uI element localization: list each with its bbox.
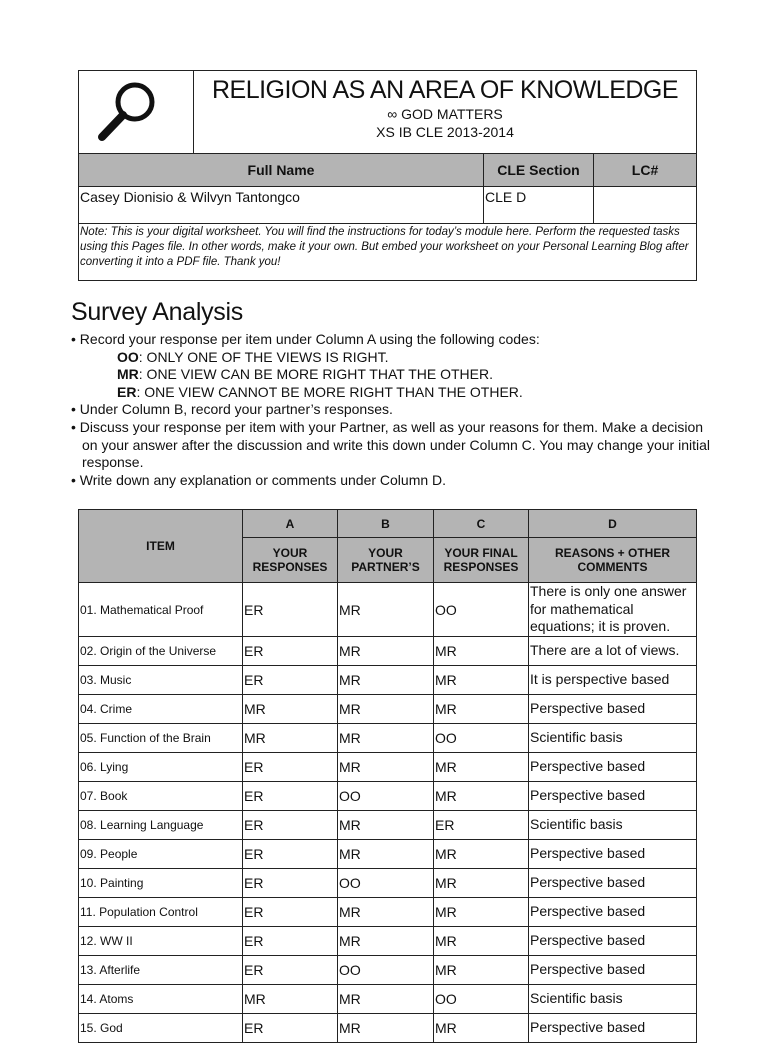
col-a-cell[interactable]: ER <box>243 898 338 927</box>
col-d-cell[interactable]: Perspective based <box>529 695 697 724</box>
col-a-cell[interactable]: ER <box>243 840 338 869</box>
lc-header: LC# <box>594 154 697 187</box>
col-a-cell[interactable]: ER <box>243 666 338 695</box>
instruction-4: • Write down any explanation or comments under Column D. <box>71 471 447 488</box>
instruction-3: • Discuss your response per item with your Partner, as well as your reasons for them. Make a decision on your answer after the discussion and write this down under Column C. You may change your initial response. <box>71 418 711 471</box>
survey-table <box>78 509 697 1043</box>
page-title: RELIGION AS AN AREA OF KNOWLEDGE <box>211 76 679 104</box>
col-b-cell[interactable]: MR <box>338 898 434 927</box>
col-d-letter: D <box>529 510 697 538</box>
col-a-cell[interactable]: ER <box>243 869 338 898</box>
col-d-title: REASONS + OTHER COMMENTS <box>529 538 697 583</box>
col-c-cell[interactable]: MR <box>434 637 529 666</box>
col-d-cell[interactable]: There is only one answer for mathematical equations; it is proven. <box>529 583 697 637</box>
code-oo <box>71 349 711 367</box>
item-cell: 02. Origin of the Universe <box>79 637 243 666</box>
col-a-cell[interactable]: MR <box>243 724 338 753</box>
col-b-cell[interactable]: MR <box>338 1014 434 1043</box>
page-subtitle: ∞ GOD MATTERS <box>387 106 503 122</box>
col-b-letter: B <box>338 510 434 538</box>
col-b-cell[interactable]: MR <box>338 724 434 753</box>
table-row <box>79 985 697 1014</box>
col-b-cell[interactable]: OO <box>338 869 434 898</box>
col-c-title: YOUR FINAL RESPONSES <box>434 538 529 583</box>
col-d-cell[interactable]: Perspective based <box>529 869 697 898</box>
col-a-cell[interactable]: ER <box>243 956 338 985</box>
cle-section-header: CLE Section <box>484 154 594 187</box>
col-d-cell[interactable]: Perspective based <box>529 956 697 985</box>
col-d-cell[interactable]: Perspective based <box>529 898 697 927</box>
item-cell: 14. Atoms <box>79 985 243 1014</box>
col-b-cell[interactable]: MR <box>338 753 434 782</box>
col-d-cell[interactable]: Perspective based <box>529 753 697 782</box>
col-b-cell[interactable]: MR <box>338 666 434 695</box>
code-er <box>71 384 711 402</box>
col-d-cell[interactable]: Perspective based <box>529 840 697 869</box>
code-label: ER <box>117 383 137 400</box>
item-cell: 04. Crime <box>79 695 243 724</box>
item-cell: 03. Music <box>79 666 243 695</box>
table-row <box>79 811 697 840</box>
title-cell <box>194 71 697 154</box>
magnifying-glass-icon <box>97 77 161 145</box>
col-d-cell[interactable]: Scientific basis <box>529 985 697 1014</box>
col-c-cell[interactable]: OO <box>434 583 529 637</box>
header-table <box>78 70 697 281</box>
col-c-cell[interactable]: MR <box>434 840 529 869</box>
item-cell: 15. God <box>79 1014 243 1043</box>
col-c-cell[interactable]: OO <box>434 724 529 753</box>
col-a-cell[interactable]: ER <box>243 583 338 637</box>
full-name-header: Full Name <box>79 154 484 187</box>
item-cell: 10. Painting <box>79 869 243 898</box>
col-a-cell[interactable]: ER <box>243 782 338 811</box>
table-row <box>79 840 697 869</box>
col-d-cell[interactable]: Scientific basis <box>529 724 697 753</box>
col-b-cell[interactable]: MR <box>338 985 434 1014</box>
instructions <box>71 331 711 489</box>
col-a-cell[interactable]: ER <box>243 637 338 666</box>
table-row <box>79 583 697 637</box>
table-row <box>79 927 697 956</box>
item-cell: 09. People <box>79 840 243 869</box>
instruction-1: • Record your response per item under Column A using the following codes: <box>71 331 540 347</box>
col-c-cell[interactable]: MR <box>434 898 529 927</box>
col-d-cell[interactable]: Perspective based <box>529 1014 697 1043</box>
col-a-cell[interactable]: MR <box>243 695 338 724</box>
item-header: ITEM <box>79 510 243 583</box>
col-b-title: YOUR PARTNER’S <box>338 538 434 583</box>
col-b-cell[interactable]: OO <box>338 956 434 985</box>
code-desc: : ONE VIEW CANNOT BE MORE RIGHT THAN THE OTHER. <box>136 383 523 400</box>
item-cell: 11. Population Control <box>79 898 243 927</box>
col-c-cell[interactable]: MR <box>434 1014 529 1043</box>
item-cell: 06. Lying <box>79 753 243 782</box>
col-b-cell[interactable]: MR <box>338 583 434 637</box>
code-desc: : ONLY ONE OF THE VIEWS IS RIGHT. <box>138 348 389 365</box>
col-c-cell[interactable]: MR <box>434 753 529 782</box>
table-row <box>79 782 697 811</box>
col-a-cell[interactable]: MR <box>243 985 338 1014</box>
table-row <box>79 666 697 695</box>
table-row <box>79 695 697 724</box>
full-name-field[interactable]: Casey Dionisio & Wilvyn Tantongco <box>79 187 484 224</box>
course-label: XS IB CLE 2013-2014 <box>376 124 514 140</box>
col-c-cell[interactable]: MR <box>434 927 529 956</box>
col-a-cell[interactable]: ER <box>243 927 338 956</box>
col-c-cell[interactable]: MR <box>434 782 529 811</box>
col-c-cell[interactable]: ER <box>434 811 529 840</box>
item-cell: 13. Afterlife <box>79 956 243 985</box>
code-desc: : ONE VIEW CAN BE MORE RIGHT THAT THE OTHER. <box>138 366 493 383</box>
note-text: Note: This is your digital worksheet. You will find the instructions for today’s module here. Perform the requested tasks using this Pages file. In other words, make it your own. But embed your worksheet on your Personal Learning Blog after converting it into a PDF file. Thank you! <box>79 224 697 281</box>
col-a-cell[interactable]: ER <box>243 753 338 782</box>
col-c-letter: C <box>434 510 529 538</box>
table-row <box>79 724 697 753</box>
col-a-letter: A <box>243 510 338 538</box>
col-c-cell[interactable]: MR <box>434 956 529 985</box>
table-row <box>79 956 697 985</box>
item-cell: 01. Mathematical Proof <box>79 583 243 637</box>
col-d-cell[interactable]: It is perspective based <box>529 666 697 695</box>
instruction-2: • Under Column B, record your partner’s responses. <box>71 401 393 418</box>
col-d-cell[interactable]: There are a lot of views. <box>529 637 697 666</box>
logo-cell <box>79 71 194 154</box>
col-b-cell[interactable]: OO <box>338 782 434 811</box>
table-row <box>79 753 697 782</box>
item-cell: 08. Learning Language <box>79 811 243 840</box>
col-c-cell[interactable]: OO <box>434 985 529 1014</box>
col-d-cell[interactable]: Perspective based <box>529 927 697 956</box>
table-row <box>79 898 697 927</box>
table-row <box>79 637 697 666</box>
col-c-cell[interactable]: MR <box>434 869 529 898</box>
col-a-cell[interactable]: ER <box>243 811 338 840</box>
col-b-cell[interactable]: MR <box>338 811 434 840</box>
col-d-cell[interactable]: Scientific basis <box>529 811 697 840</box>
table-row <box>79 1014 697 1043</box>
code-mr <box>71 366 711 384</box>
table-row <box>79 869 697 898</box>
col-a-title: YOUR RESPONSES <box>243 538 338 583</box>
cle-section-field[interactable]: CLE D <box>484 187 594 224</box>
item-cell: 05. Function of the Brain <box>79 724 243 753</box>
col-a-cell[interactable]: ER <box>243 1014 338 1043</box>
item-cell: 07. Book <box>79 782 243 811</box>
code-label: OO <box>117 348 139 365</box>
lc-field[interactable] <box>594 187 697 224</box>
col-d-cell[interactable]: Perspective based <box>529 782 697 811</box>
item-cell: 12. WW II <box>79 927 243 956</box>
code-label: MR <box>117 366 139 383</box>
col-c-cell[interactable]: MR <box>434 695 529 724</box>
col-b-cell[interactable]: MR <box>338 637 434 666</box>
col-b-cell[interactable]: MR <box>338 840 434 869</box>
col-b-cell[interactable]: MR <box>338 927 434 956</box>
col-c-cell[interactable]: MR <box>434 666 529 695</box>
section-title: Survey Analysis <box>71 298 243 326</box>
col-b-cell[interactable]: MR <box>338 695 434 724</box>
